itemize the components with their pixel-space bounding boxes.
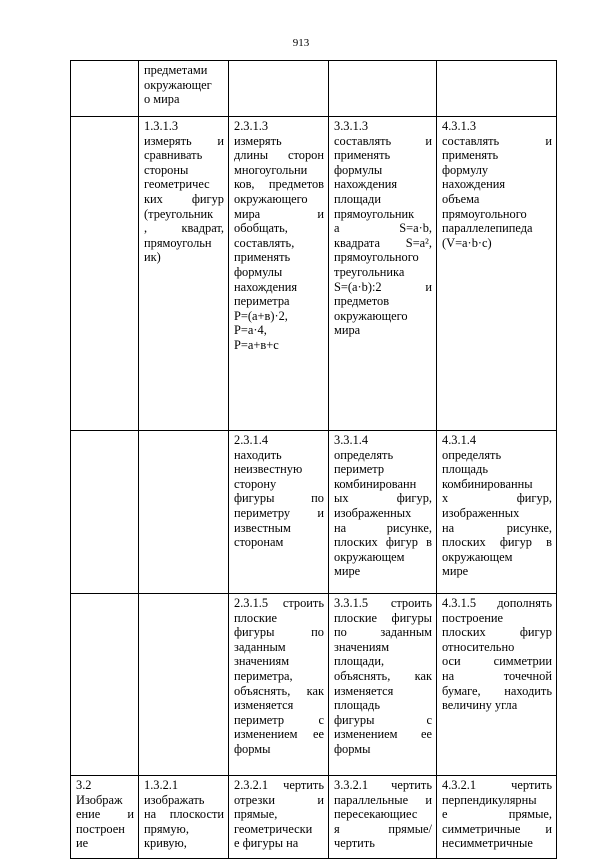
cell-text-line: окружающего: [334, 308, 408, 323]
cell-text-line: нахождения: [234, 279, 298, 294]
cell-text-line: изображенных: [334, 505, 412, 520]
cell-text-line: известным: [234, 520, 291, 535]
cell-text-line: формулу: [442, 162, 489, 177]
cell-text-line: плоских фигур в: [334, 535, 432, 550]
cell-text-line: изображенных: [442, 505, 520, 520]
cell-text-line: изменяется: [234, 698, 294, 713]
cell-text-line: фигуры по: [234, 491, 324, 506]
table-cell: [437, 776, 557, 859]
cell-text-line: отрезки и: [234, 792, 324, 807]
cell-text-line: заданным: [234, 639, 286, 654]
cell-text-line: прямоугольного: [442, 206, 527, 221]
cell-text-line: мира: [334, 323, 361, 338]
cell-text-line: прямую,: [144, 821, 189, 836]
cell-text-line: параллельные и: [334, 792, 432, 807]
cell-text-line: 3.3.1.3: [334, 119, 369, 133]
cell-text-line: плоских фигур: [442, 625, 552, 640]
cell-text-line: периметра,: [234, 668, 293, 683]
cell-text-line: площади,: [334, 654, 385, 669]
cell-text-line: нахождения: [334, 177, 398, 192]
table-cell: [71, 61, 139, 117]
cell-text-line: 2.3.1.3: [234, 119, 269, 133]
cell-text-line: периметру и: [234, 505, 324, 520]
table-cell: [229, 61, 329, 117]
cell-text-line: 4.3.1.3: [442, 119, 477, 133]
cell-text-line: площадь: [334, 698, 381, 713]
cell-text-line: ких фигур: [144, 191, 224, 206]
cell-text-line: нахождения: [442, 177, 506, 192]
table-cell: [329, 594, 437, 776]
cell-text-line: геометричес: [144, 177, 210, 192]
table-cell: [437, 61, 557, 117]
cell-text-line: окружающего: [234, 191, 308, 206]
cell-text-line: площадь: [442, 462, 489, 477]
cell-text-line: оси симметрии: [442, 654, 552, 669]
cell-text-line: е прямые,: [442, 807, 552, 822]
table-cell: [139, 776, 229, 859]
cell-text-line: плоские: [234, 610, 277, 625]
cell-text-line: ение и: [76, 807, 134, 822]
cell-text-line: 3.3.1.5 строить: [334, 596, 432, 610]
cell-text-line: находить: [234, 447, 282, 462]
cell-text-line: симметричные и: [442, 821, 552, 836]
cell-text-line: периметр с: [234, 712, 324, 727]
cell-text-line: относительно: [442, 639, 515, 654]
cell-text-line: окружающем: [334, 549, 405, 564]
cell-text-line: по заданным: [334, 625, 432, 640]
table-row: [71, 431, 557, 594]
table-row: [71, 117, 557, 431]
cell-text-line: 2.3.1.5 строить: [234, 596, 324, 610]
cell-text-line: обобщать,: [234, 221, 288, 236]
cell-text-line: а S=a·b,: [334, 221, 432, 236]
cell-text-line: неизвестную: [234, 462, 303, 477]
cell-text-line: х фигур,: [442, 491, 552, 506]
cell-text-line: фигуры с: [334, 712, 432, 727]
cell-text-line: мира и: [234, 206, 324, 221]
cell-text-line: формулы: [334, 162, 383, 177]
cell-text-line: сравнивать: [144, 148, 203, 163]
cell-text-line: построен: [76, 821, 125, 836]
cell-text-line: чертить: [334, 836, 375, 851]
table-row: [71, 61, 557, 117]
cell-text-line: 1.3.2.1: [144, 778, 179, 792]
table-cell: [229, 594, 329, 776]
cell-text-line: изменением ее: [234, 727, 324, 742]
cell-text-line: формы: [334, 741, 371, 756]
cell-text-line: квадрата S=a²,: [334, 235, 432, 250]
cell-text-line: параллелепипеда: [442, 221, 533, 236]
cell-text-line: геометрически: [234, 821, 313, 836]
table-cell: [329, 61, 437, 117]
cell-text-line: измерять: [234, 133, 282, 148]
cell-text-line: о мира: [144, 92, 180, 107]
cell-text-line: е фигуры на: [234, 836, 299, 851]
cell-text-line: составлять,: [234, 235, 295, 250]
cell-text-line: 1.3.1.3: [144, 119, 179, 133]
cell-text-line: сторонам: [234, 535, 284, 550]
cell-text-line: объема: [442, 191, 480, 206]
cell-text-line: фигуры по: [234, 625, 324, 640]
cell-text-line: применять: [234, 250, 291, 265]
cell-text-line: мире: [334, 564, 361, 579]
cell-text-line: треугольника: [334, 264, 405, 279]
cell-text-line: P=(a+в)·2,: [234, 308, 288, 323]
table-cell: [71, 776, 139, 859]
cell-text-line: определять: [442, 447, 502, 462]
cell-text-line: изображать: [144, 792, 205, 807]
cell-text-line: составлять и: [334, 133, 432, 148]
cell-text-line: ых фигур,: [334, 491, 432, 506]
table-cell: [329, 117, 437, 431]
cell-text-line: 3.3.1.4: [334, 433, 369, 447]
cell-text-line: 3.3.2.1 чертить: [334, 778, 432, 792]
cell-text-line: несимметричные: [442, 836, 533, 851]
table-cell: [71, 431, 139, 594]
table-cell: [71, 594, 139, 776]
table-cell: [229, 776, 329, 859]
table-body: [71, 61, 557, 859]
cell-text-line: стороны: [144, 162, 189, 177]
cell-text-line: прямоугольн: [144, 235, 212, 250]
table-cell: [229, 117, 329, 431]
cell-text-line: P=a+в+c: [234, 337, 279, 352]
cell-text-line: измерять и: [144, 133, 224, 148]
cell-text-line: объяснять, как: [334, 668, 432, 683]
table-cell: [437, 594, 557, 776]
table-row: [71, 776, 557, 859]
cell-text-line: применять: [442, 148, 499, 163]
page-number: 913: [292, 37, 310, 49]
cell-text-line: перпендикулярны: [442, 792, 537, 807]
cell-text-line: определять: [334, 447, 394, 462]
cell-text-line: на точечной: [442, 668, 552, 683]
table-cell: [139, 431, 229, 594]
cell-text-line: величину угла: [442, 698, 518, 713]
cell-text-line: кривую,: [144, 836, 187, 851]
table-cell: [229, 431, 329, 594]
cell-text-line: применять: [334, 148, 391, 163]
cell-text-line: периметра: [234, 294, 290, 309]
cell-text-line: окружающег: [144, 77, 212, 92]
cell-text-line: на рисунке,: [334, 520, 432, 535]
cell-text-line: прямые,: [234, 807, 278, 822]
table-cell: [437, 431, 557, 594]
cell-text-line: плоские фигуры: [334, 610, 432, 625]
table-cell: [139, 117, 229, 431]
cell-text-line: многоугольни: [234, 162, 308, 177]
cell-text-line: длины сторон: [234, 148, 324, 163]
cell-text-line: окружающем: [442, 549, 513, 564]
cell-text-line: предметами: [144, 63, 208, 77]
cell-text-line: (треугольник: [144, 206, 214, 221]
cell-text-line: изменяется: [334, 683, 394, 698]
cell-text-line: комбинированны: [442, 476, 533, 491]
table-cell: [329, 776, 437, 859]
standards-table: [70, 60, 557, 859]
cell-text-line: значениям: [334, 639, 390, 654]
cell-text-line: прямоугольник: [334, 206, 415, 221]
cell-text-line: пересекающиес: [334, 807, 418, 822]
cell-text-line: плоских фигур в: [442, 535, 552, 550]
table-cell: [437, 117, 557, 431]
cell-text-line: 3.2: [76, 778, 92, 792]
cell-text-line: объяснять, как: [234, 683, 324, 698]
cell-text-line: S=(a·b):2 и: [334, 279, 432, 294]
table-cell: [71, 117, 139, 431]
cell-text-line: 2.3.2.1 чертить: [234, 778, 324, 792]
table-cell: [139, 594, 229, 776]
cell-text-line: предметов: [334, 294, 390, 309]
cell-text-line: 2.3.1.4: [234, 433, 269, 447]
cell-text-line: Изображ: [76, 792, 123, 807]
cell-text-line: формы: [234, 741, 271, 756]
cell-text-line: построение: [442, 610, 504, 625]
cell-text-line: на рисунке,: [442, 520, 552, 535]
cell-text-line: бумаге, находить: [442, 683, 552, 698]
cell-text-line: , квадрат,: [144, 221, 224, 236]
cell-text-line: комбинированн: [334, 476, 417, 491]
cell-text-line: значениям: [234, 654, 290, 669]
table-cell: [329, 431, 437, 594]
cell-text-line: P=a·4,: [234, 323, 267, 338]
table-row: [71, 594, 557, 776]
cell-text-line: прямоугольного: [334, 250, 419, 265]
cell-text-line: я прямые/: [334, 821, 432, 836]
cell-text-line: площади: [334, 191, 381, 206]
cell-text-line: 4.3.1.4: [442, 433, 477, 447]
cell-text-line: ик): [144, 250, 161, 265]
cell-text-line: 4.3.1.5 дополнять: [442, 596, 552, 610]
cell-text-line: изменением ее: [334, 727, 432, 742]
cell-text-line: составлять и: [442, 133, 552, 148]
cell-text-line: мире: [442, 564, 469, 579]
table-cell: [139, 61, 229, 117]
cell-text-line: ков, предметов: [234, 177, 324, 192]
cell-text-line: формулы: [234, 264, 283, 279]
cell-text-line: на плоскости: [144, 807, 224, 822]
cell-text-line: ие: [76, 836, 89, 851]
cell-text-line: 4.3.2.1 чертить: [442, 778, 552, 792]
cell-text-line: сторону: [234, 476, 277, 491]
cell-text-line: (V=a·b·c): [442, 235, 492, 250]
cell-text-line: периметр: [334, 462, 385, 477]
